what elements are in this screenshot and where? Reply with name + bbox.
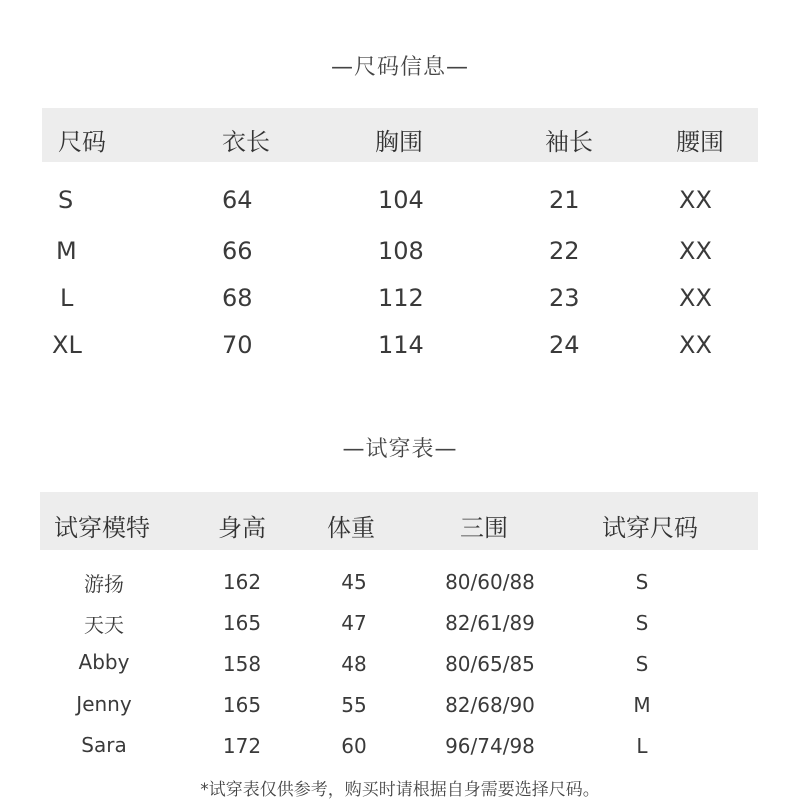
chest-cell: 108	[378, 237, 424, 265]
fit-table-title: —试穿表—	[342, 437, 458, 462]
fit-table-footnote: *试穿表仅供参考，购买时请根据自身需要选择尺码。	[200, 780, 600, 800]
fit-size-cell: S	[635, 611, 649, 635]
size-cell: XL	[52, 331, 82, 359]
model-cell: Abby	[78, 650, 130, 674]
fit-size-cell: S	[635, 652, 649, 676]
header-waist: 腰围	[676, 128, 724, 156]
weight-cell: 60	[341, 734, 367, 758]
measurements-cell: 80/65/85	[445, 652, 535, 676]
header-model: 试穿模特	[54, 514, 150, 542]
model-cell: Sara	[81, 733, 127, 757]
weight-cell: 48	[341, 652, 367, 676]
header-height: 身高	[218, 514, 266, 542]
length-cell: 66	[222, 237, 253, 265]
waist-cell: XX	[679, 284, 712, 312]
length-cell: 70	[222, 331, 253, 359]
weight-cell: 47	[341, 611, 367, 635]
chest-cell: 104	[378, 186, 424, 214]
measurements-cell: 96/74/98	[445, 734, 535, 758]
chest-cell: 112	[378, 284, 424, 312]
waist-cell: XX	[679, 186, 712, 214]
sleeve-cell: 23	[549, 284, 580, 312]
measurements-cell: 80/60/88	[445, 570, 535, 594]
height-cell: 165	[222, 611, 262, 635]
waist-cell: XX	[679, 331, 712, 359]
header-size: 尺码	[58, 128, 106, 156]
measurements-cell: 82/61/89	[445, 611, 535, 635]
header-sleeve: 袖长	[545, 128, 593, 156]
size-cell: L	[60, 284, 74, 312]
weight-cell: 55	[341, 693, 367, 717]
size-cell: S	[58, 186, 74, 214]
header-length: 衣长	[222, 128, 270, 156]
fit-size-cell: M	[633, 693, 651, 717]
header-fit-size: 试穿尺码	[602, 514, 698, 542]
chest-cell: 114	[378, 331, 424, 359]
size-info-title: —尺码信息—	[330, 55, 469, 80]
height-cell: 172	[222, 734, 262, 758]
header-weight: 体重	[327, 514, 375, 542]
fit-size-cell: S	[635, 570, 649, 594]
weight-cell: 45	[341, 570, 367, 594]
header-measurements: 三围	[460, 514, 508, 542]
header-chest: 胸围	[375, 128, 423, 156]
model-cell: 天天	[84, 613, 124, 637]
size-cell: M	[56, 237, 77, 265]
sleeve-cell: 24	[549, 331, 580, 359]
fit-size-cell: L	[636, 734, 648, 758]
sleeve-cell: 21	[549, 186, 580, 214]
sleeve-cell: 22	[549, 237, 580, 265]
length-cell: 68	[222, 284, 253, 312]
height-cell: 158	[222, 652, 262, 676]
model-cell: 游扬	[84, 572, 124, 596]
waist-cell: XX	[679, 237, 712, 265]
measurements-cell: 82/68/90	[445, 693, 535, 717]
length-cell: 64	[222, 186, 253, 214]
height-cell: 165	[222, 693, 262, 717]
height-cell: 162	[222, 570, 262, 594]
model-cell: Jenny	[76, 692, 132, 716]
